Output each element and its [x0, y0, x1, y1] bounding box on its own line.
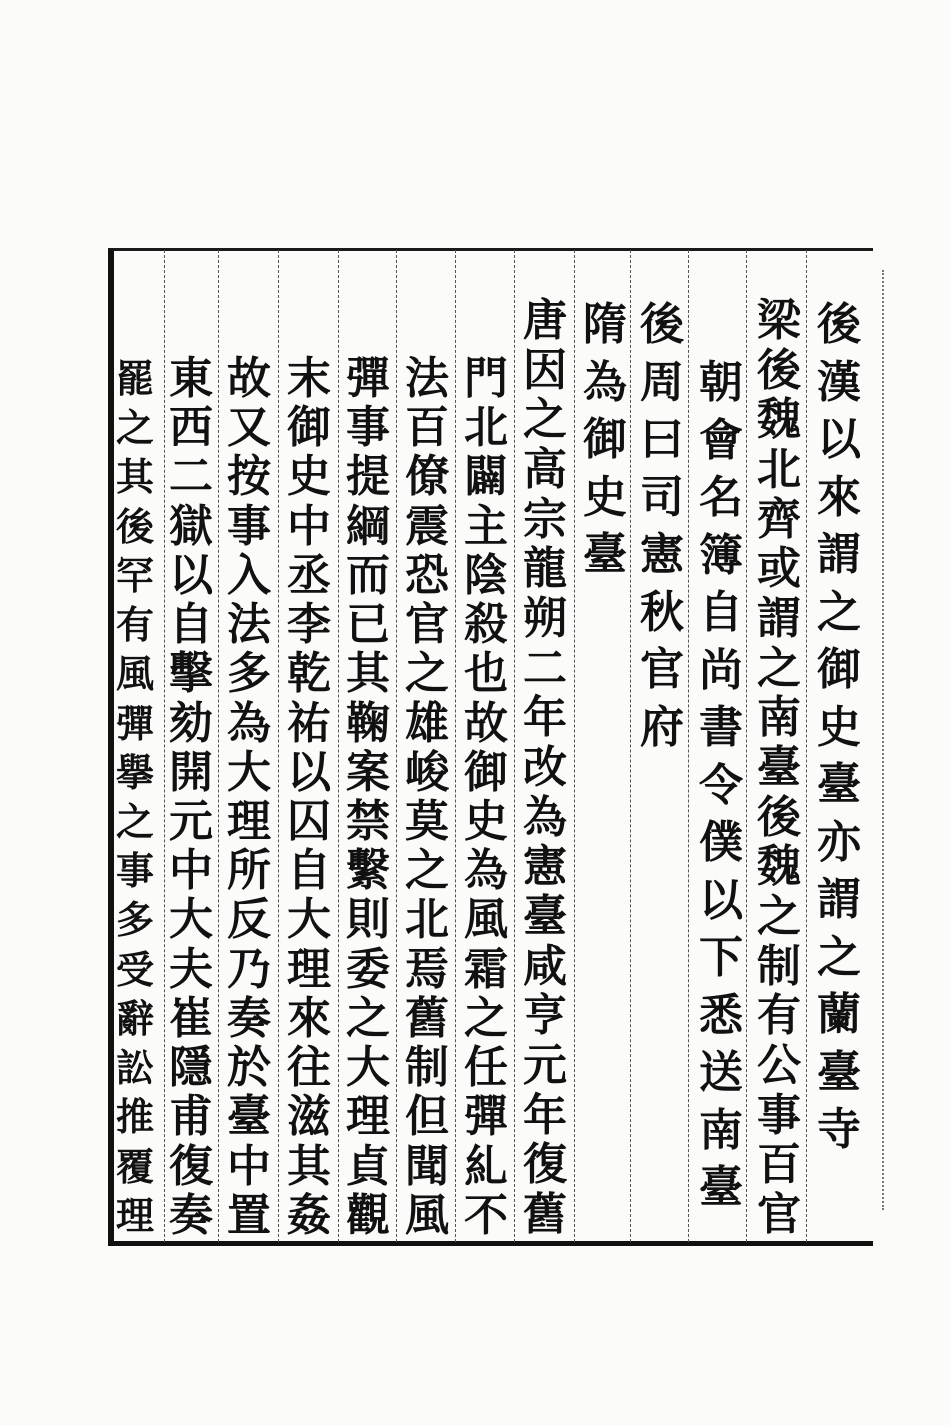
glyph: 為: [523, 791, 567, 843]
glyph: 臺: [583, 529, 627, 580]
glyph: 之: [464, 992, 508, 1044]
glyph: 齊: [757, 493, 801, 545]
glyph: 乃: [227, 943, 271, 995]
glyph: 之: [115, 405, 154, 451]
margin-edge: [868, 270, 884, 1210]
glyph: 李: [287, 599, 331, 651]
glyph: 公: [757, 1040, 801, 1092]
glyph: 以: [169, 549, 213, 601]
glyph: 貞: [346, 1140, 390, 1192]
glyph: 罷: [115, 356, 154, 401]
glyph: 任: [464, 1042, 508, 1094]
glyph: 隋: [583, 299, 627, 350]
glyph: 簿: [699, 529, 743, 581]
glyph: 蘭: [817, 989, 861, 1040]
glyph: 年: [523, 692, 567, 744]
glyph: 北: [757, 444, 801, 496]
glyph: 提: [346, 451, 390, 503]
glyph: 之: [405, 648, 449, 700]
text-column: [810, 296, 868, 1159]
glyph: 丞: [287, 549, 331, 601]
column-rule: [574, 250, 575, 1242]
glyph: 復: [523, 1139, 567, 1191]
glyph: 理: [287, 943, 331, 995]
glyph: 御: [464, 746, 508, 798]
glyph: 焉: [405, 943, 449, 995]
glyph: 高: [523, 444, 567, 496]
glyph: 辭: [115, 995, 154, 1041]
glyph: 百: [405, 402, 449, 454]
glyph: 已: [346, 599, 390, 651]
glyph: 魏: [757, 841, 801, 893]
glyph: 來: [817, 471, 861, 523]
glyph: 其: [115, 454, 154, 500]
glyph: 大: [287, 894, 331, 946]
glyph: 事: [227, 500, 271, 552]
glyph: 之: [405, 845, 449, 897]
glyph: 雄: [405, 697, 449, 749]
glyph: 多: [115, 897, 154, 943]
glyph: 但: [405, 1091, 449, 1143]
glyph: 改: [523, 742, 567, 794]
glyph: 官: [640, 644, 684, 695]
text-column: [692, 354, 750, 1217]
glyph: 彈: [346, 353, 390, 404]
glyph: 殺: [464, 599, 508, 651]
glyph: 恐: [405, 549, 449, 601]
glyph: 事: [346, 402, 390, 454]
glyph: 臺: [227, 1091, 271, 1143]
glyph: 唐: [523, 295, 567, 346]
glyph: 峻: [405, 746, 449, 798]
glyph: 自: [169, 599, 213, 651]
glyph: 後: [817, 299, 861, 350]
glyph: 史: [583, 471, 627, 523]
glyph: 元: [523, 1040, 567, 1092]
glyph: 史: [817, 701, 861, 753]
glyph: 僚: [405, 451, 449, 503]
glyph: 中: [227, 1140, 271, 1192]
glyph: 臺: [817, 759, 861, 810]
glyph: 事: [757, 1089, 801, 1141]
text-column: [220, 354, 278, 1240]
glyph: 名: [699, 472, 743, 523]
glyph: 彈: [115, 700, 154, 746]
glyph: 事: [115, 848, 154, 894]
glyph: 大: [227, 746, 271, 798]
text-column: [162, 354, 220, 1240]
glyph: 按: [227, 451, 271, 503]
glyph: 臺: [523, 891, 567, 943]
glyph: 大: [169, 894, 213, 946]
glyph: 大: [346, 1042, 390, 1094]
glyph: 開: [169, 746, 213, 798]
glyph: 史: [464, 795, 508, 847]
glyph: 憲: [640, 529, 684, 580]
glyph: 理: [115, 1192, 154, 1238]
glyph: 末: [287, 353, 331, 404]
glyph: 鞠: [346, 697, 390, 749]
glyph: 反: [227, 894, 271, 946]
glyph: 制: [757, 940, 801, 992]
glyph: 宗: [523, 493, 567, 545]
glyph: 龍: [523, 543, 567, 595]
glyph: 擧: [115, 749, 154, 795]
glyph: 不: [464, 1189, 508, 1241]
glyph: 覆: [115, 1143, 154, 1189]
glyph: 會: [699, 414, 743, 466]
glyph: 朝: [699, 357, 743, 408]
glyph: 而: [346, 549, 390, 601]
glyph: 臺: [699, 1162, 743, 1213]
glyph: 西: [169, 402, 213, 454]
glyph: 訟: [115, 1045, 154, 1091]
glyph: 往: [287, 1042, 331, 1094]
glyph: 元: [169, 795, 213, 847]
glyph: 書: [699, 702, 743, 753]
glyph: 百: [757, 1139, 801, 1191]
glyph: 為: [464, 845, 508, 897]
glyph: 多: [227, 648, 271, 700]
glyph: 謂: [817, 874, 861, 925]
glyph: 糺: [464, 1140, 508, 1192]
glyph: 風: [115, 651, 154, 697]
glyph: 也: [464, 648, 508, 700]
glyph: 亨: [523, 990, 567, 1042]
glyph: 理: [346, 1091, 390, 1143]
glyph: 囚: [287, 795, 331, 847]
glyph: 於: [227, 1042, 271, 1094]
glyph: 受: [115, 946, 154, 992]
glyph: 滋: [287, 1091, 331, 1143]
glyph: 隱: [169, 1042, 213, 1094]
glyph: 霜: [464, 943, 508, 995]
glyph: 禁: [346, 795, 390, 847]
glyph: 其: [287, 1140, 331, 1192]
glyph: 亦: [817, 816, 861, 868]
glyph: 舊: [523, 1189, 567, 1241]
text-column: [633, 296, 691, 756]
glyph: 其: [346, 648, 390, 700]
glyph: 梁: [757, 295, 801, 346]
glyph: 甫: [169, 1091, 213, 1143]
glyph: 祐: [287, 697, 331, 749]
glyph: 之: [346, 992, 390, 1044]
glyph: 風: [405, 1189, 449, 1241]
glyph: 為: [583, 356, 627, 408]
glyph: 繫: [346, 845, 390, 897]
glyph: 下: [699, 932, 743, 983]
glyph: 風: [464, 894, 508, 946]
glyph: 北: [464, 402, 508, 454]
glyph: 御: [583, 414, 627, 465]
glyph: 自: [287, 845, 331, 897]
text-column: [280, 354, 338, 1240]
glyph: 送: [699, 1047, 743, 1098]
glyph: 秋: [640, 586, 684, 638]
glyph: 魏: [757, 394, 801, 446]
glyph: 奏: [227, 992, 271, 1044]
glyph: 故: [464, 697, 508, 749]
glyph: 綱: [346, 500, 390, 552]
text-column: [339, 354, 397, 1240]
glyph: 二: [169, 451, 213, 503]
glyph: 門: [464, 353, 508, 404]
text-column: [750, 296, 808, 1240]
glyph: 以: [287, 746, 331, 798]
glyph: 主: [464, 500, 508, 552]
glyph: 夫: [169, 943, 213, 995]
glyph: 舊: [405, 992, 449, 1044]
text-column: [457, 354, 515, 1240]
glyph: 南: [757, 692, 801, 744]
glyph: 謂: [817, 529, 861, 580]
glyph: 僕: [699, 817, 743, 868]
glyph: 有: [757, 990, 801, 1042]
glyph: 法: [227, 599, 271, 651]
glyph: 司: [640, 471, 684, 523]
glyph: 奏: [169, 1189, 213, 1241]
glyph: 二: [523, 642, 567, 694]
glyph: 陰: [464, 549, 508, 601]
glyph: 闢: [464, 451, 508, 503]
glyph: 臺: [757, 742, 801, 794]
glyph: 理: [227, 795, 271, 847]
glyph: 令: [699, 759, 743, 811]
glyph: 有: [115, 602, 154, 648]
glyph: 罕: [115, 552, 154, 598]
glyph: 後: [757, 791, 801, 843]
glyph: 以: [817, 414, 861, 465]
glyph: 劾: [169, 697, 213, 749]
glyph: 因: [523, 344, 567, 396]
glyph: 御: [287, 402, 331, 454]
glyph: 謂: [757, 593, 801, 645]
column-rule: [278, 250, 279, 1242]
glyph: 後: [640, 299, 684, 350]
glyph: 後: [115, 503, 154, 549]
glyph: 姦: [287, 1189, 331, 1241]
glyph: 咸: [523, 940, 567, 992]
glyph: 之: [817, 586, 861, 638]
glyph: 御: [817, 644, 861, 695]
glyph: 之: [523, 394, 567, 446]
glyph: 置: [227, 1189, 271, 1241]
glyph: 尚: [699, 644, 743, 696]
glyph: 復: [169, 1140, 213, 1192]
glyph: 觀: [346, 1189, 390, 1241]
glyph: 乾: [287, 648, 331, 700]
glyph: 震: [405, 500, 449, 552]
glyph: 之: [817, 931, 861, 983]
glyph: 史: [287, 451, 331, 503]
glyph: 莫: [405, 795, 449, 847]
glyph: 府: [640, 701, 684, 753]
glyph: 入: [227, 549, 271, 601]
glyph: 又: [227, 402, 271, 454]
glyph: 東: [169, 353, 213, 404]
glyph: 獄: [169, 500, 213, 552]
glyph: 官: [405, 599, 449, 651]
glyph: 中: [169, 845, 213, 897]
glyph: 之: [757, 642, 801, 694]
glyph: 曰: [640, 414, 684, 465]
glyph: 以: [699, 874, 743, 926]
glyph: 寺: [817, 1104, 861, 1155]
glyph: 制: [405, 1042, 449, 1094]
glyph: 委: [346, 943, 390, 995]
glyph: 則: [346, 894, 390, 946]
glyph: 臺: [817, 1046, 861, 1098]
glyph: 或: [757, 543, 801, 595]
glyph: 擊: [169, 648, 213, 700]
glyph: 來: [287, 992, 331, 1044]
text-column: [576, 296, 634, 584]
text-column: [516, 296, 574, 1240]
glyph: 朔: [523, 593, 567, 645]
glyph: 周: [640, 356, 684, 408]
glyph: 年: [523, 1089, 567, 1141]
glyph: 崔: [169, 992, 213, 1044]
glyph: 彈: [464, 1091, 508, 1143]
glyph: 北: [405, 894, 449, 946]
glyph: 自: [699, 587, 743, 638]
glyph: 之: [757, 891, 801, 943]
glyph: 之: [115, 798, 154, 844]
glyph: 憲: [523, 841, 567, 893]
glyph: 推: [115, 1094, 154, 1140]
glyph: 中: [287, 500, 331, 552]
glyph: 故: [227, 353, 271, 404]
glyph: 聞: [405, 1140, 449, 1192]
glyph: 漢: [817, 356, 861, 408]
text-column: [398, 354, 456, 1240]
glyph: 案: [346, 746, 390, 798]
glyph: 所: [227, 845, 271, 897]
glyph: 法: [405, 353, 449, 404]
glyph: 為: [227, 697, 271, 749]
glyph: 悉: [699, 989, 743, 1041]
glyph: 官: [757, 1189, 801, 1241]
glyph: 南: [699, 1104, 743, 1156]
glyph: 後: [757, 344, 801, 396]
text-column: [106, 354, 164, 1240]
